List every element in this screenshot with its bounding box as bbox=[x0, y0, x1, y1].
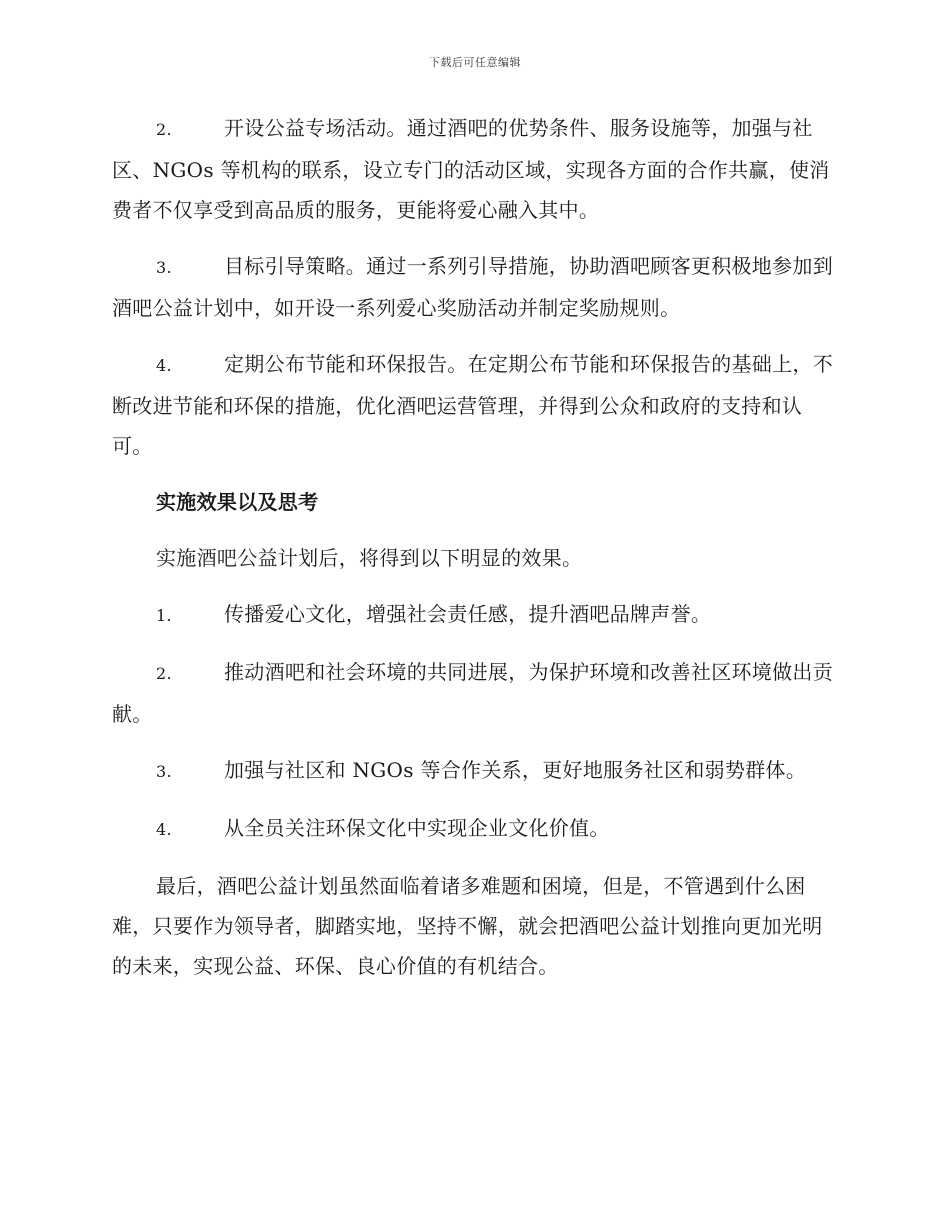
list-text: 目标引导策略。通过一系列引导措施，协助酒吧顾客更积极地参加到酒吧公益计划中，如开设一系列爱心奖励活动并制定奖励规则。 bbox=[112, 254, 833, 320]
list-item bbox=[112, 808, 834, 850]
list-item bbox=[112, 344, 834, 466]
list-text: 加强与社区和 NGOs 等合作关系，更好地服务社区和弱势群体。 bbox=[224, 758, 807, 782]
list-item bbox=[112, 594, 834, 636]
list-number: 4. bbox=[156, 820, 172, 839]
list-item bbox=[112, 750, 834, 792]
list-number: 3. bbox=[156, 762, 172, 781]
header-note: 下载后可任意编辑 bbox=[429, 56, 521, 69]
list-number: 1. bbox=[156, 606, 172, 625]
list-text: 定期公布节能和环保报告。在定期公布节能和环保报告的基础上，不断改进节能和环保的措施，优化酒吧运营管理，并得到公众和政府的支持和认可。 bbox=[112, 352, 833, 458]
list-item bbox=[112, 652, 834, 734]
document-body bbox=[112, 108, 834, 1002]
list-text: 传播爱心文化，增强社会责任感，提升酒吧品牌声誉。 bbox=[224, 602, 712, 626]
section-intro: 实施酒吧公益计划后，将得到以下明显的效果。 bbox=[156, 546, 583, 570]
list-number: 2. bbox=[156, 664, 172, 683]
section-heading: 实施效果以及思考 bbox=[156, 490, 319, 514]
list-number: 3. bbox=[156, 258, 172, 277]
list-text: 推动酒吧和社会环境的共同进展，为保护环境和改善社区环境做出贡献。 bbox=[112, 660, 833, 726]
list-text: 开设公益专场活动。通过酒吧的优势条件、服务设施等，加强与社区、NGOs 等机构的联系，设立专门的活动区域，实现各方面的合作共赢，使消费者不仅享受到高品质的服务，更能将爱心融入其中。 bbox=[112, 116, 830, 222]
list-item bbox=[112, 108, 834, 230]
list-text: 从全员关注环保文化中实现企业文化价值。 bbox=[224, 816, 610, 840]
list-number: 2. bbox=[156, 120, 172, 139]
list-item bbox=[112, 246, 834, 328]
list-number: 4. bbox=[156, 356, 172, 375]
closing-paragraph: 最后，酒吧公益计划虽然面临着诸多难题和困境，但是，不管遇到什么困难，只要作为领导者，脚踏实地，坚持不懈，就会把酒吧公益计划推向更加光明的未来，实现公益、环保、良心价值的有机结合。 bbox=[112, 874, 823, 978]
